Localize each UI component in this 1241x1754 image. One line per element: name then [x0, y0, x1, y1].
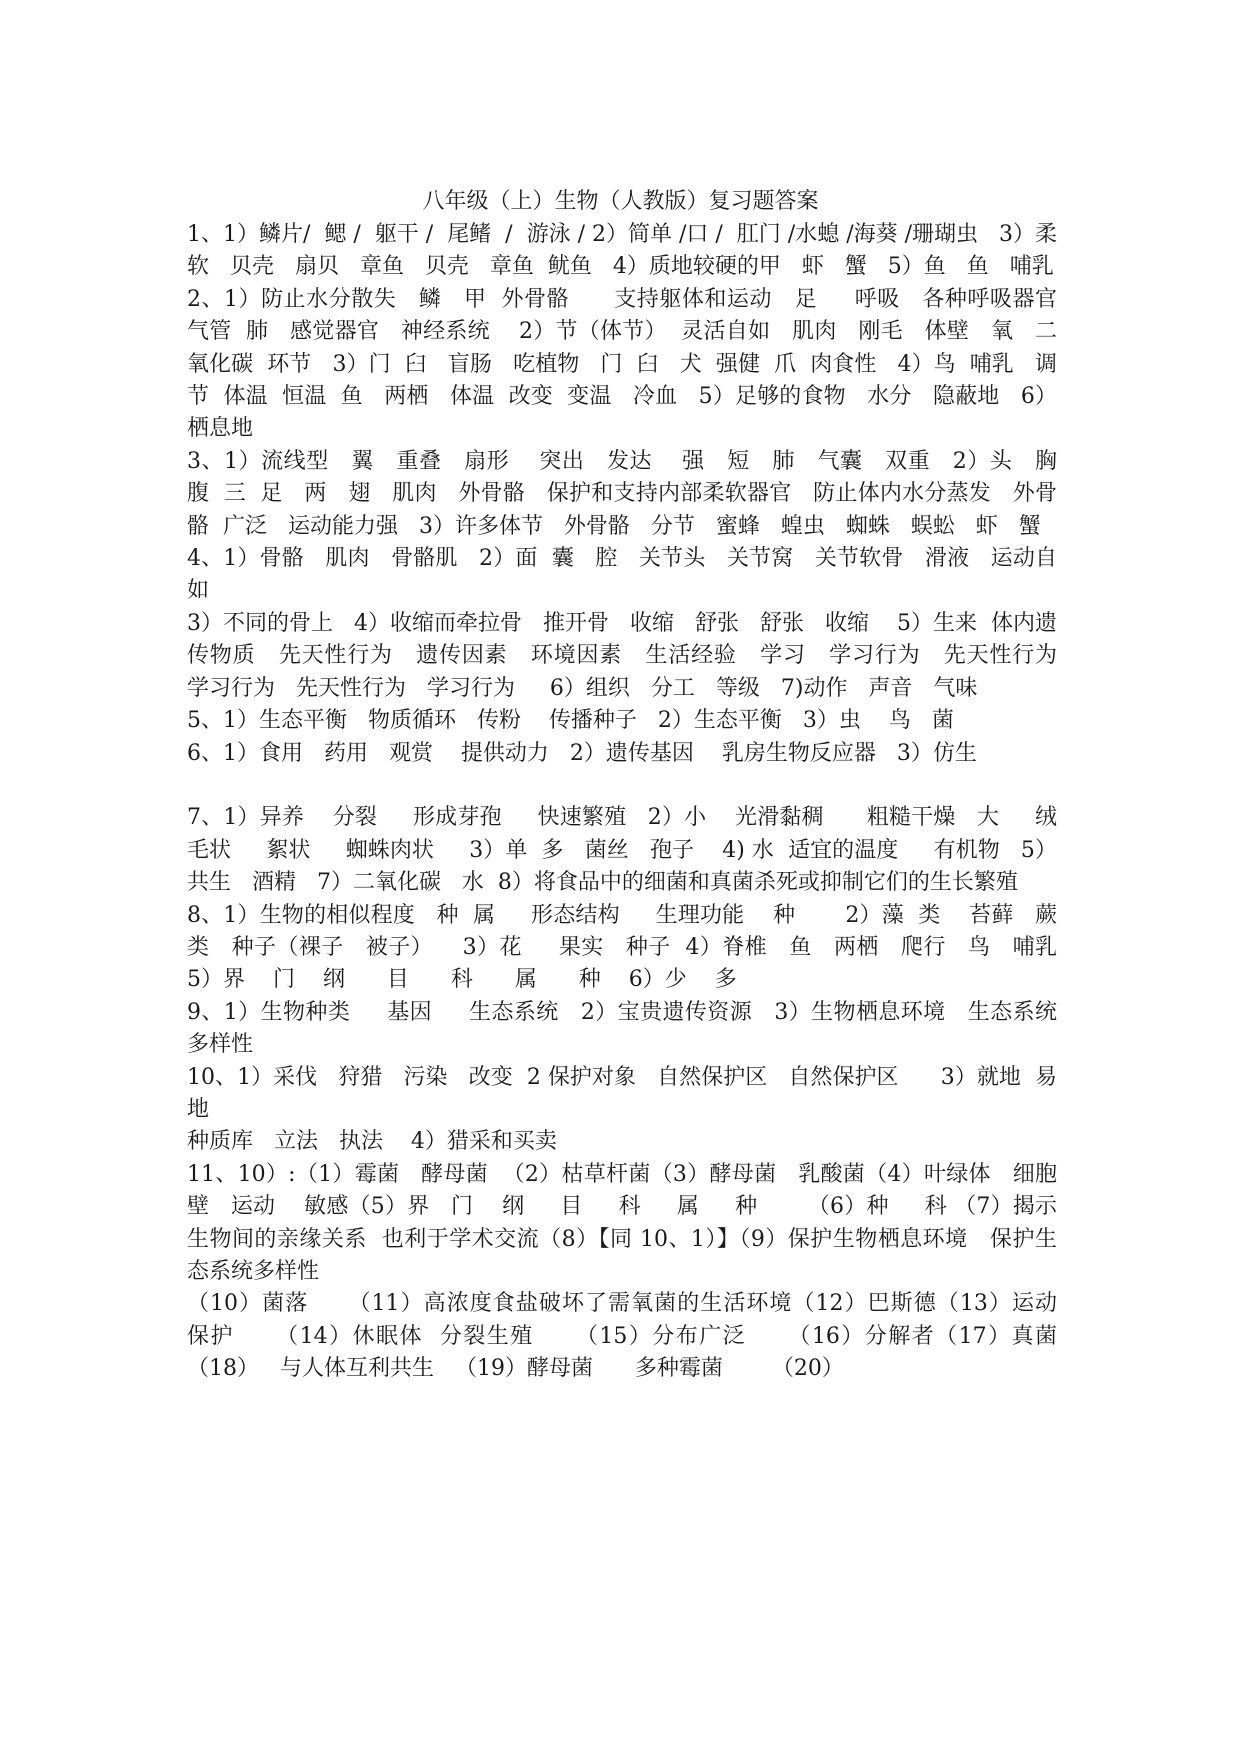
answer-paragraph-10: 10、1）采伐 狩猎 污染 改变 2 保护对象 自然保护区 自然保护区 3）就地 易地: [187, 1064, 1057, 1122]
answer-paragraph-7: 7、1）异养 分裂 形成芽孢 快速繁殖 2）小 光滑黏稠 粗糙干燥 大 绒毛状 絮状 蜘蛛肉状 3）单 多 菌丝 孢子 4) 水 适宜的温度 有机物 5）共生 酒精 7）二氧化碳 水 8）将食品中的细菌和真菌杀死或抑制它们的生长繁殖: [187, 805, 1057, 896]
answer-paragraph-9: 9、1）生物种类 基因 生态系统 2）宝贵遗传资源 3）生物栖息环境 生态系统多样性: [187, 999, 1057, 1058]
answer-paragraph-11-cont: （10）菌落 （11）高浓度食盐破坏了需氧菌的生活环境（12）巴斯德（13）运动 保护 （14）休眠体 分裂生殖 （15）分布广泛 （16）分解者（17）真菌 （18） 与人体互利共生 （19）酵母菌 多种霉菌 （20）: [187, 1291, 1092, 1382]
answer-paragraph-11: 11、10）:（1）霉菌 酵母菌 （2）枯草杆菌（3）酵母菌 乳酸菌（4）叶绿体 细胞壁 运动 敏感（5）界 门 纲 目 科 属 种 （6）种 科 （7）揭示生物间的亲缘关系 也利于学术交流（8）【同 10、1）】（9）保护生物栖息环境 保护生态系统多样性: [187, 1161, 1057, 1284]
answer-paragraph-6: 6、1）食用 药用 观赏 提供动力 2）遗传基因 乳房生物反应器 3）仿生: [187, 740, 977, 766]
answer-paragraph-4: 4、1）骨骼 肌肉 骨骼肌 2）面 囊 腔 关节头 关节窝 关节软骨 滑液 运动自如: [187, 546, 1057, 604]
answer-paragraph-1: 1、1）鳞片/ 鳃 / 躯干 / 尾鳍 / 游泳 / 2）简单 /口 / 肛门 /水螅 /海葵 /珊瑚虫 3）柔软 贝壳 扇贝 章鱼 贝壳 章鱼 鱿鱼 4）质地较硬的甲 虾 蟹 5）鱼 鱼 哺乳: [187, 222, 1057, 280]
blank-line: [187, 770, 1057, 802]
answer-paragraph-10-cont: 种质库 立法 执法 4）猎采和买卖: [187, 1129, 557, 1155]
answer-paragraph-8: 8、1）生物的相似程度 种 属 形态结构 生理功能 种 2）藻 类 苔藓 蕨类 种子（裸子 被子） 3）花 果实 种子 4）脊椎 鱼 两栖 爬行 鸟 哺乳 5）界 门 纲 目 科 属 种 6）少 多: [187, 902, 1092, 993]
answer-paragraph-5: 5、1）生态平衡 物质循环 传粉 传播种子 2）生态平衡 3）虫 鸟 菌: [187, 708, 954, 734]
answer-paragraph-3: 3、1）流线型 翼 重叠 扇形 突出 发达 强 短 肺 气囊 双重 2）头 胸 腹 三 足 两 翅 肌肉 外骨骼 保护和支持内部柔软器官 防止体内水分蒸发 外骨骼 广泛 运动能力强 3）许多体节 外骨骼 分节 蜜蜂 蝗虫 蜘蛛 蜈蚣 虾 蟹: [187, 448, 1078, 539]
answer-body: [187, 219, 1113, 1386]
document-title: 八年级（上）生物（人教版）复习题答案: [422, 189, 819, 214]
answer-paragraph-4-cont: 3）不同的骨上 4）收缩而牵拉骨 推开骨 收缩 舒张 舒张 收缩 5）生来 体内遗传物质 先天性行为 遗传因素 环境因素 生活经验 学习 学习行为 先天性行为 学习行为 先天性行为 学习行为 6）组织 分工 等级 7)动作 声音 气味: [187, 610, 1113, 701]
answer-paragraph-2: 2、1）防止水分散失 鳞 甲 外骨骼 支持躯体和运动 足 呼吸 各种呼吸器官 气管 肺 感觉器官 神经系统 2）节（体节） 灵活自如 肌肉 刚毛 体壁 氧 二氧化碳 环节 3）门 臼 盲肠 吃植物 门 臼 犬 强健 爪 肉食性 4）鸟 哺乳 调节 体温 恒温 鱼 两栖 体温 改变 变温 冷血 5）足够的食物 水分 隐蔽地 6）栖息地: [187, 286, 1078, 442]
